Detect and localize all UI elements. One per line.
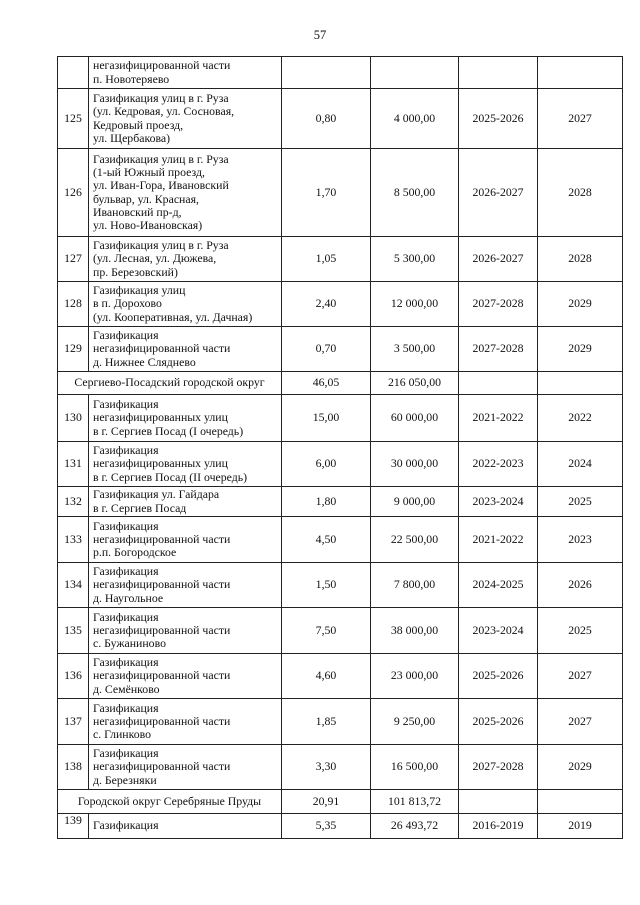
construction-period: 2024-2025 bbox=[459, 563, 538, 608]
cost-value: 101 813,72 bbox=[371, 790, 459, 814]
cost-value: 60 000,00 bbox=[371, 395, 459, 442]
object-name bbox=[89, 487, 282, 517]
completion-year: 2022 bbox=[538, 395, 623, 442]
cost-value bbox=[371, 57, 459, 89]
length-km: 5,35 bbox=[282, 814, 371, 839]
cost-value: 7 800,00 bbox=[371, 563, 459, 608]
length-km: 1,80 bbox=[282, 487, 371, 517]
row-number: 131 bbox=[58, 442, 89, 487]
table-row bbox=[58, 487, 623, 517]
table-row bbox=[58, 237, 623, 282]
cost-value: 26 493,72 bbox=[371, 814, 459, 839]
table-row bbox=[58, 89, 623, 149]
district-name: Городской округ Серебряные Пруды bbox=[58, 790, 282, 814]
table-row bbox=[58, 517, 623, 563]
object-name-line: д. Наугольное bbox=[93, 590, 164, 605]
row-number: 127 bbox=[58, 237, 89, 282]
cost-value: 216 050,00 bbox=[371, 372, 459, 395]
object-name-line: с. Глинково bbox=[93, 727, 151, 742]
length-km: 6,00 bbox=[282, 442, 371, 487]
object-name-line: Газификация улиц в г. Руза bbox=[93, 91, 229, 106]
table-row bbox=[58, 814, 623, 839]
construction-period: 2026-2027 bbox=[459, 237, 538, 282]
completion-year: 2028 bbox=[538, 149, 623, 237]
completion-year: 2019 bbox=[538, 814, 623, 839]
table-row bbox=[58, 654, 623, 699]
object-name-line: в п. Дорохово bbox=[93, 296, 162, 311]
object-name bbox=[89, 149, 282, 237]
length-km bbox=[282, 57, 371, 89]
object-name-line: с. Бужаниново bbox=[93, 636, 166, 651]
completion-year: 2027 bbox=[538, 654, 623, 699]
object-name-line: пр. Березовский) bbox=[93, 264, 178, 279]
gasification-table bbox=[57, 56, 623, 839]
table-row bbox=[58, 149, 623, 237]
object-name-line: д. Семёнково bbox=[93, 681, 160, 696]
object-name bbox=[89, 608, 282, 654]
object-name-line: бульвар, ул. Красная, bbox=[93, 191, 199, 206]
completion-year: 2029 bbox=[538, 327, 623, 372]
row-number: 135 bbox=[58, 608, 89, 654]
construction-period: 2022-2023 bbox=[459, 442, 538, 487]
object-name bbox=[89, 57, 282, 89]
construction-period: 2016-2019 bbox=[459, 814, 538, 839]
cost-value: 9 250,00 bbox=[371, 699, 459, 745]
construction-period: 2027-2028 bbox=[459, 745, 538, 790]
object-name bbox=[89, 563, 282, 608]
table-row bbox=[58, 608, 623, 654]
object-name-line: Газификация улиц в г. Руза bbox=[93, 151, 229, 166]
cost-value: 30 000,00 bbox=[371, 442, 459, 487]
object-name bbox=[89, 654, 282, 699]
object-name-line: д. Нижнее Сляднево bbox=[93, 354, 196, 369]
object-name-line: Газификация bbox=[93, 655, 159, 670]
cost-value: 12 000,00 bbox=[371, 282, 459, 327]
length-km: 1,85 bbox=[282, 699, 371, 745]
length-km: 0,80 bbox=[282, 89, 371, 149]
construction-period: 2025-2026 bbox=[459, 89, 538, 149]
table-row bbox=[58, 282, 623, 327]
object-name-line: в г. Сергиев Посад (I очередь) bbox=[93, 423, 244, 438]
object-name-line: Газификация bbox=[93, 518, 159, 533]
table-body bbox=[58, 57, 623, 839]
object-name-line: Газификация ул. Гайдара bbox=[93, 487, 220, 502]
object-name-line: негазифицированных улиц bbox=[93, 456, 228, 471]
length-km: 4,50 bbox=[282, 517, 371, 563]
object-name-line: Газификация bbox=[93, 564, 159, 579]
cost-value: 9 000,00 bbox=[371, 487, 459, 517]
object-name-line: Газификация bbox=[93, 609, 159, 624]
year-cell bbox=[538, 790, 623, 814]
cost-value: 22 500,00 bbox=[371, 517, 459, 563]
object-name bbox=[89, 237, 282, 282]
construction-period: 2026-2027 bbox=[459, 149, 538, 237]
construction-period bbox=[459, 57, 538, 89]
construction-period: 2027-2028 bbox=[459, 282, 538, 327]
object-name-line: (1-ый Южный проезд, bbox=[93, 165, 205, 180]
subtotal-row bbox=[58, 790, 623, 814]
construction-period: 2023-2024 bbox=[459, 608, 538, 654]
length-km: 15,00 bbox=[282, 395, 371, 442]
cost-value: 5 300,00 bbox=[371, 237, 459, 282]
construction-period: 2021-2022 bbox=[459, 395, 538, 442]
table-row bbox=[58, 699, 623, 745]
completion-year: 2023 bbox=[538, 517, 623, 563]
length-km: 1,05 bbox=[282, 237, 371, 282]
construction-period: 2025-2026 bbox=[459, 699, 538, 745]
completion-year bbox=[538, 57, 623, 89]
cost-value: 8 500,00 bbox=[371, 149, 459, 237]
object-name-line: негазифицированной части bbox=[93, 577, 231, 592]
object-name-line: (ул. Кедровая, ул. Сосновая, bbox=[93, 104, 235, 119]
object-name-line: Газификация bbox=[93, 818, 159, 833]
completion-year: 2024 bbox=[538, 442, 623, 487]
object-name-line: негазифицированной части bbox=[93, 531, 231, 546]
object-name bbox=[89, 282, 282, 327]
table-row bbox=[58, 442, 623, 487]
cost-value: 38 000,00 bbox=[371, 608, 459, 654]
object-name-line: ул. Ново-Ивановская) bbox=[93, 217, 203, 232]
completion-year: 2026 bbox=[538, 563, 623, 608]
district-name: Сергиево-Посадский городской округ bbox=[58, 372, 282, 395]
object-name-line: д. Березняки bbox=[93, 772, 157, 787]
row-number: 129 bbox=[58, 327, 89, 372]
object-name-line: негазифицированной части bbox=[93, 341, 231, 356]
length-km: 1,70 bbox=[282, 149, 371, 237]
row-number: 138 bbox=[58, 745, 89, 790]
object-name-line: негазифицированной части bbox=[93, 58, 231, 73]
cost-value: 23 000,00 bbox=[371, 654, 459, 699]
object-name bbox=[89, 745, 282, 790]
object-name-line: Ивановский пр-д, bbox=[93, 204, 182, 219]
object-name-line: ул. Иван-Гора, Ивановский bbox=[93, 178, 229, 193]
object-name-line: негазифицированных улиц bbox=[93, 410, 228, 425]
object-name-line: п. Новотеряево bbox=[93, 71, 170, 86]
page-number: 57 bbox=[313, 28, 327, 42]
year-cell bbox=[538, 372, 623, 395]
completion-year: 2025 bbox=[538, 487, 623, 517]
object-name-line: (ул. Лесная, ул. Дюжева, bbox=[93, 251, 217, 266]
object-name bbox=[89, 89, 282, 149]
completion-year: 2029 bbox=[538, 745, 623, 790]
cost-value: 3 500,00 bbox=[371, 327, 459, 372]
object-name bbox=[89, 442, 282, 487]
cost-value: 4 000,00 bbox=[371, 89, 459, 149]
completion-year: 2027 bbox=[538, 89, 623, 149]
object-name-line: негазифицированной части bbox=[93, 622, 231, 637]
object-name-line: Кедровый проезд, bbox=[93, 117, 184, 132]
construction-period: 2023-2024 bbox=[459, 487, 538, 517]
object-name-line: в г. Сергиев Посад (II очередь) bbox=[93, 469, 248, 484]
length-km: 7,50 bbox=[282, 608, 371, 654]
completion-year: 2028 bbox=[538, 237, 623, 282]
row-number: 132 bbox=[58, 487, 89, 517]
row-number: 137 bbox=[58, 699, 89, 745]
length-km: 0,70 bbox=[282, 327, 371, 372]
object-name-line: Газификация улиц в г. Руза bbox=[93, 238, 229, 253]
object-name-line: Газификация bbox=[93, 328, 159, 343]
object-name bbox=[89, 699, 282, 745]
object-name-line: Газификация bbox=[93, 746, 159, 761]
table-row bbox=[58, 563, 623, 608]
table-row bbox=[58, 745, 623, 790]
row-number: 128 bbox=[58, 282, 89, 327]
construction-period: 2021-2022 bbox=[459, 517, 538, 563]
construction-period: 2025-2026 bbox=[459, 654, 538, 699]
table-row bbox=[58, 395, 623, 442]
object-name bbox=[89, 517, 282, 563]
object-name-line: Газификация bbox=[93, 443, 159, 458]
object-name-line: (ул. Кооперативная, ул. Дачная) bbox=[93, 309, 253, 324]
row-number: 125 bbox=[58, 89, 89, 149]
completion-year: 2027 bbox=[538, 699, 623, 745]
length-km: 46,05 bbox=[282, 372, 371, 395]
length-km: 4,60 bbox=[282, 654, 371, 699]
object-name-line: негазифицированной части bbox=[93, 759, 231, 774]
completion-year: 2029 bbox=[538, 282, 623, 327]
object-name-line: ул. Щербакова) bbox=[93, 130, 171, 145]
object-name-line: негазифицированной части bbox=[93, 713, 231, 728]
cost-value: 16 500,00 bbox=[371, 745, 459, 790]
row-number: 139 bbox=[58, 814, 89, 839]
row-number: 130 bbox=[58, 395, 89, 442]
object-name-line: негазифицированной части bbox=[93, 668, 231, 683]
length-km: 3,30 bbox=[282, 745, 371, 790]
object-name bbox=[89, 395, 282, 442]
row-number: 126 bbox=[58, 149, 89, 237]
object-name-line: Газификация улиц bbox=[93, 283, 186, 298]
table-row bbox=[58, 327, 623, 372]
length-km: 20,91 bbox=[282, 790, 371, 814]
period-cell bbox=[459, 372, 538, 395]
object-name-line: Газификация bbox=[93, 700, 159, 715]
object-name-line: р.п. Богородское bbox=[93, 545, 177, 560]
row-number bbox=[58, 57, 89, 89]
object-name bbox=[89, 814, 282, 839]
object-name bbox=[89, 327, 282, 372]
object-name-line: в г. Сергиев Посад bbox=[93, 500, 187, 515]
table-row bbox=[58, 57, 623, 89]
row-number: 133 bbox=[58, 517, 89, 563]
period-cell bbox=[459, 790, 538, 814]
row-number: 134 bbox=[58, 563, 89, 608]
length-km: 2,40 bbox=[282, 282, 371, 327]
length-km: 1,50 bbox=[282, 563, 371, 608]
row-number: 136 bbox=[58, 654, 89, 699]
object-name-line: Газификация bbox=[93, 397, 159, 412]
construction-period: 2027-2028 bbox=[459, 327, 538, 372]
completion-year: 2025 bbox=[538, 608, 623, 654]
subtotal-row bbox=[58, 372, 623, 395]
